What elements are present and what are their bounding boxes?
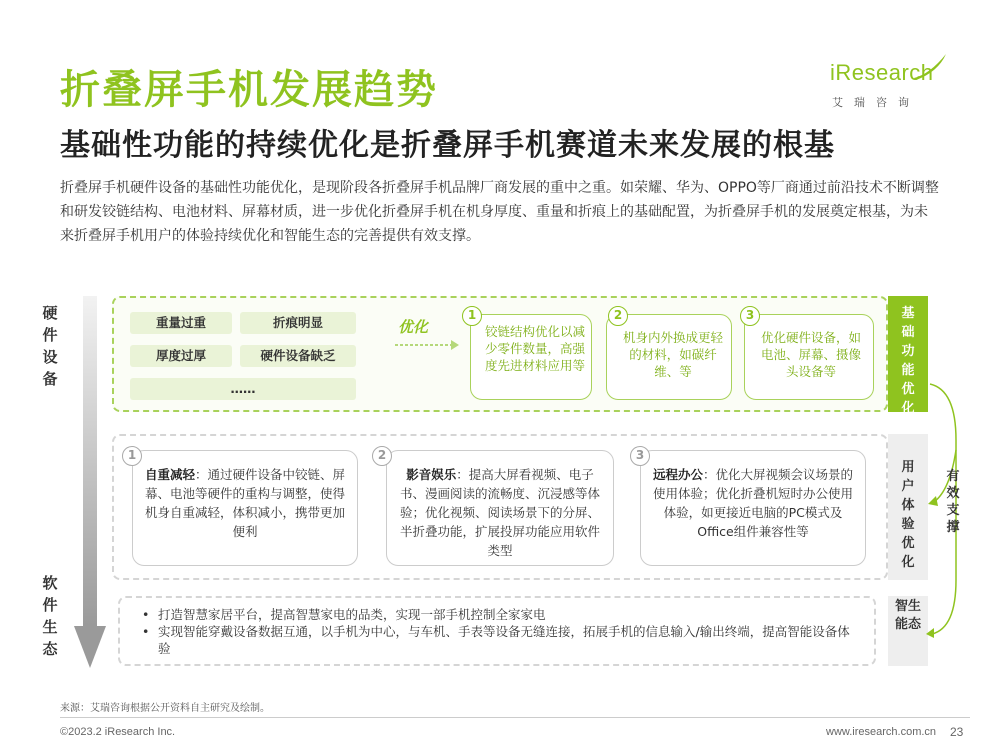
smart-ecosystem-box [118, 596, 876, 666]
side-label-text: 用户体验优化 [901, 460, 915, 570]
logo-cn-text: 艾瑞咨询 [832, 96, 920, 109]
solution-card-2 [606, 314, 732, 400]
side-label-text: 基础功能优化 [901, 306, 915, 416]
optimize-label: 优化 [398, 318, 429, 336]
solution-number: 1 [462, 306, 482, 326]
solution-card-3 [744, 314, 874, 400]
axis-bottom-label: 软件生态 [42, 574, 58, 658]
user-card-number: 1 [122, 446, 142, 466]
problem-tag: 厚度过厚 [130, 345, 232, 367]
solution-text: 铰链结构优化以减少零件数量，高强度先进材料应用等 [485, 324, 586, 373]
problem-tag: 硬件设备缺乏 [240, 345, 356, 367]
user-card-text: ：提高大屏看视频、电子书、漫画阅读的流畅度、沉浸感等体验；优化视频、阅读场景下的分屏、半折叠功能，扩展投屏功能应用软件类型 [399, 467, 600, 558]
page-number: 23 [950, 725, 964, 739]
page-subtitle: 基础性功能的持续优化是折叠屏手机赛道未来发展的根基 [60, 128, 835, 163]
support-label: 有效支撑 [946, 469, 960, 535]
solution-card-1 [470, 314, 592, 400]
eco-item: • 实现智能穿戴设备数据互通，以手机为中心，与车机、手表等设备无缝连接，拓展手机的信息输入/输出终端，提高智能设备体验 [136, 623, 858, 657]
source-note: 来源：艾瑞咨询根据公开资料自主研究及绘制。 [60, 703, 270, 714]
footer-divider [60, 717, 970, 718]
solution-text: 机身内外换成更轻的材料，如碳纤维、等 [623, 330, 724, 379]
user-card-title: 远程办公 [652, 467, 703, 482]
page-title: 折叠屏手机发展趋势 [60, 67, 438, 113]
user-card-text: ：优化大屏视频会议场景的使用体验；优化折叠机短时办公使用体验，如更接近电脑的PC模式及Office组件兼容性等 [652, 467, 854, 539]
user-card-title: 自重减轻 [144, 467, 195, 482]
side-label-text: 智生能态 [894, 599, 921, 632]
user-card-number: 2 [372, 446, 392, 466]
iresearch-logo [822, 50, 952, 110]
problem-tag-more [130, 378, 356, 400]
copyright: ©2023.2 iResearch Inc. [60, 726, 176, 738]
logo-text: iResearch [830, 60, 934, 85]
website-url[interactable]: www.iresearch.com.cn [826, 726, 937, 738]
optimize-arrow-icon [395, 340, 459, 350]
problem-tag: 重量过重 [130, 312, 232, 334]
more-dots: …… [230, 381, 256, 396]
user-card-2 [386, 450, 614, 566]
axis-top-label: 硬件设备 [42, 304, 58, 388]
intro-paragraph: 折叠屏手机硬件设备的基础性功能优化，是现阶段各折叠屏手机品牌厂商发展的重中之重。如荣耀、华为、OPPO等厂商通过前沿技术不断调整和研发铰链结构、电池材料、屏幕材质，进一步优化折叠屏手机在机身厚度、重量和折痕上的基础配置，为折叠屏手机的发展奠定根基，为未来折叠屏手机用户的体验持续优化和智能生态的完善提供有效支撑。 [60, 180, 939, 244]
solution-number: 2 [608, 306, 628, 326]
user-card-title: 影音娱乐 [406, 467, 457, 482]
solution-text: 优化硬件设备，如电池、屏幕、摄像头设备等 [760, 330, 861, 379]
user-card-1 [132, 450, 358, 566]
eco-item: • 打造智慧家居平台，提高智慧家电的品类，实现一部手机控制全家家电 [136, 606, 858, 623]
user-card-3 [640, 450, 866, 566]
user-card-text: ：通过硬件设备中铰链、屏幕、电池等硬件的重构与调整，使得机身自重减轻，体积减小，携带更加便利 [144, 467, 346, 539]
problem-tag: 折痕明显 [240, 312, 356, 334]
user-card-number: 3 [630, 446, 650, 466]
solution-number: 3 [740, 306, 760, 326]
down-arrow-icon [74, 296, 106, 668]
